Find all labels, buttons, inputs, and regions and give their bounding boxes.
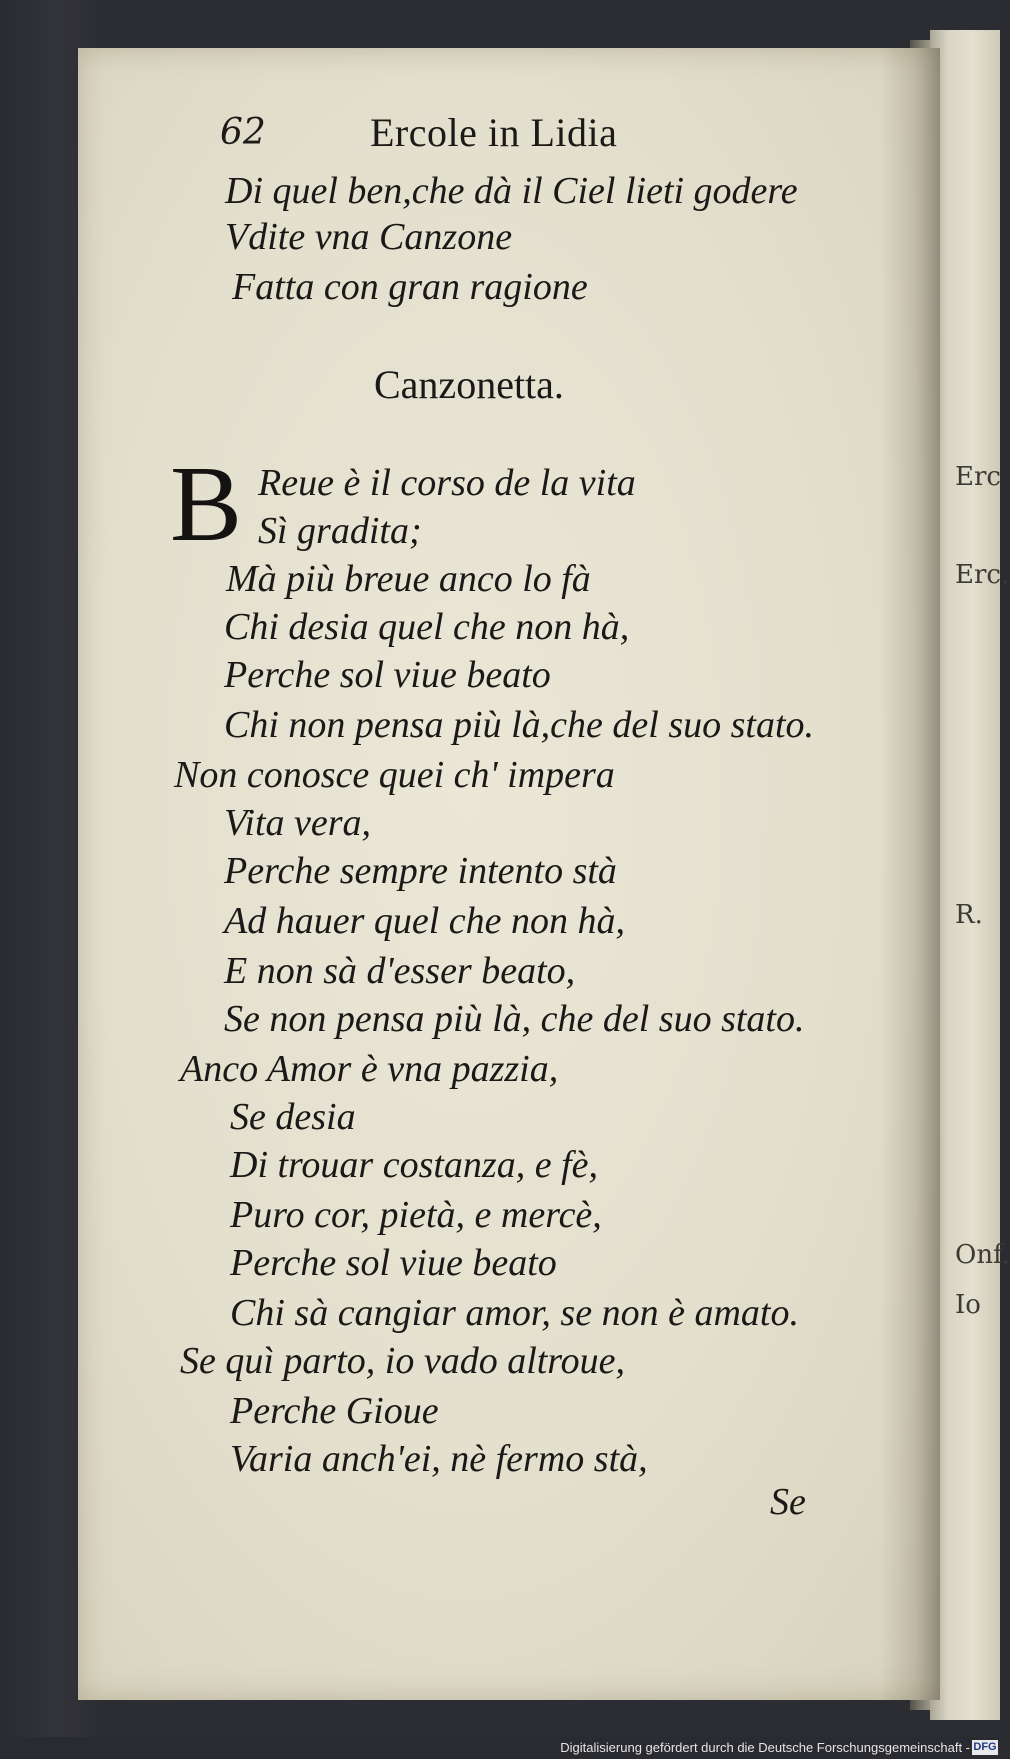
verse-line: Puro cor, pietà, e mercè, — [230, 1194, 602, 1236]
running-title: Ercole in Lidia — [370, 110, 618, 155]
section-heading: Canzonetta. — [374, 362, 564, 407]
verse-line: Non conosce quei ch' impera — [174, 754, 615, 796]
verse-line: Chi non pensa più là,che del suo stato. — [224, 704, 815, 746]
verse-line: Perche sol viue beato — [224, 654, 551, 696]
verse-line: Reue è il corso de la vita — [258, 462, 636, 504]
verse-line: Vita vera, — [224, 802, 372, 844]
next-page — [930, 30, 1000, 1720]
verse-line: Perche sempre intento stà — [224, 850, 617, 892]
next-page-fragment: Io — [955, 1290, 981, 1320]
intro-line: Vdite vna Canzone — [225, 216, 513, 258]
footer-credit: Digitalisierung gefördert durch die Deutsche Forschungsgemeinschaft - — [560, 1740, 970, 1755]
verse-line: Anco Amor è vna pazzia, — [180, 1048, 559, 1090]
gutter-shadow — [880, 48, 940, 1700]
verse-line: Perche sol viue beato — [230, 1242, 557, 1284]
verse-line: Chi sà cangiar amor, se non è amato. — [230, 1292, 799, 1334]
next-page-fragment: Erc — [955, 462, 1001, 492]
next-page-fragment: R. — [955, 900, 983, 930]
verse-line: Chi desia quel che non hà, — [224, 606, 630, 648]
verse-line: E non sà d'esser beato, — [224, 950, 576, 992]
intro-line: Di quel ben,che dà il Ciel lieti godere — [225, 170, 798, 212]
intro-line: Fatta con gran ragione — [232, 266, 588, 308]
next-page-fragment: Erc. — [955, 560, 1010, 590]
running-head — [220, 108, 760, 158]
drop-cap: B — [170, 445, 243, 564]
verse-line: Se desia — [230, 1096, 356, 1138]
verse-line: Se quì parto, io vado altroue, — [180, 1340, 626, 1382]
dfg-logo-icon: DFG — [973, 1741, 997, 1753]
page-number: 62 — [220, 112, 266, 153]
next-page-fragment: Onf. — [955, 1240, 1010, 1270]
verse-line: Di trouar costanza, e fè, — [230, 1144, 599, 1186]
verse-line: Se non pensa più là, che del suo stato. — [224, 998, 805, 1040]
verse-line: Perche Gioue — [230, 1390, 439, 1432]
catchword: Se — [770, 1481, 806, 1523]
verse-line: Mà più breue anco lo fà — [226, 558, 591, 600]
verse-line: Sì gradita; — [258, 510, 422, 552]
verse-line: Varia anch'ei, nè fermo stà, — [230, 1438, 648, 1480]
verse-line: Ad hauer quel che non hà, — [224, 900, 626, 942]
